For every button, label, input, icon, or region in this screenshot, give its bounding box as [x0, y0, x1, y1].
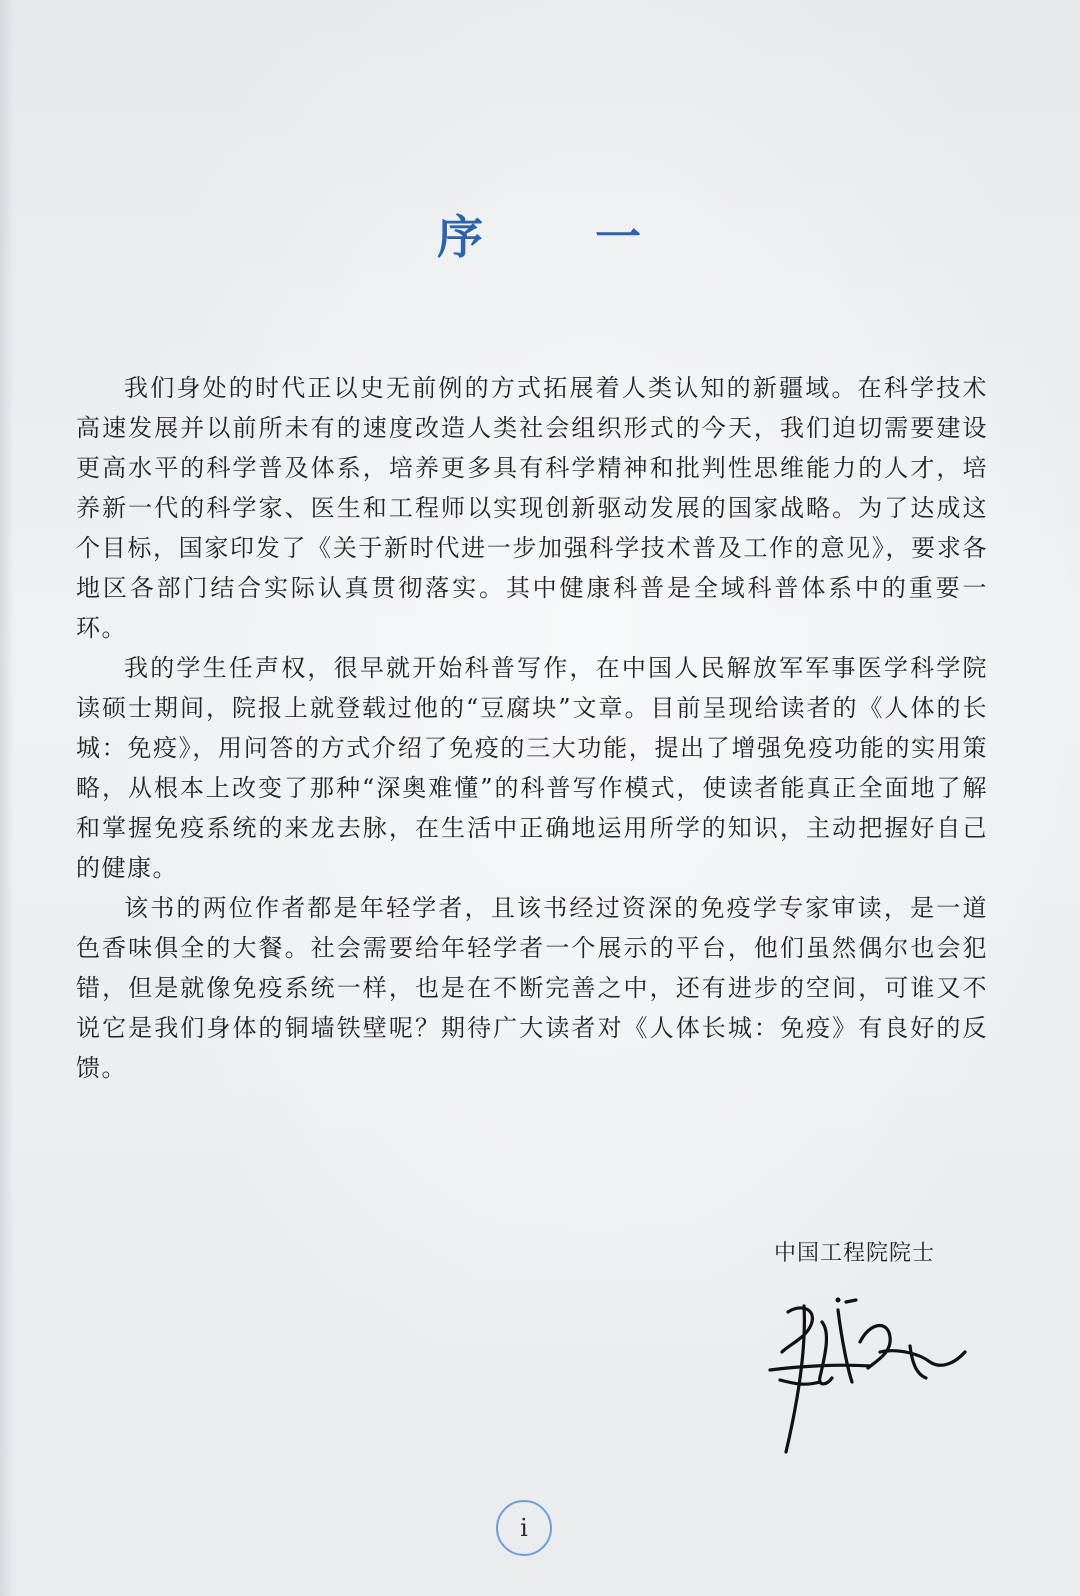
signature-affiliation: 中国工程院院士: [774, 1241, 936, 1266]
page-title: [0, 201, 1080, 267]
preface-body: [76, 368, 988, 1088]
paragraph-2: 我的学生任声权，很早就开始科普写作，在中国人民解放军军事医学科学院读硕士期间，院报上就登载过他的“豆腐块”文章。目前呈现给读者的《人体的长城：免疫》，用问答的方式介绍了免疫的三大功能，提出了增强免疫功能的实用策略，从根本上改变了那种“深奥难懂”的科普写作模式，使读者能真正全面地了解和掌握免疫系统的来龙去脉，在生活中正确地运用所学的知识，主动把握好自己的健康。: [76, 654, 988, 882]
title-char-one: 一: [595, 209, 643, 264]
paragraph-3: 该书的两位作者都是年轻学者，且该书经过资深的免疫学专家审读，是一道色香味俱全的大餐。社会需要给年轻学者一个展示的平台，他们虽然偶尔也会犯错，但是就像免疫系统一样，也是在不断完善之中，还有进步的空间，可谁又不说它是我们身体的铜墙铁壁呢？期待广大读者对《人体长城：免疫》有良好的反馈。: [76, 894, 988, 1082]
title-char-preface: 序: [437, 209, 485, 264]
paragraph-1: 我们身处的时代正以史无前例的方式拓展着人类认知的新疆域。在科学技术高速发展并以前所未有的速度改造人类社会组织形式的今天，我们迫切需要建设更高水平的科学普及体系，培养更多具有科学精神和批判性思维能力的人才，培养新一代的科学家、医生和工程师以实现创新驱动发展的国家战略。为了达成这个目标，国家印发了《关于新时代进一步加强科学技术普及工作的意见》，要求各地区各部门结合实际认真贯彻落实。其中健康科普是全域科普体系中的重要一环。: [76, 374, 988, 642]
handwritten-signature: [760, 1282, 980, 1462]
page-number: i: [520, 1514, 528, 1542]
page-number-badge: [496, 1500, 552, 1556]
